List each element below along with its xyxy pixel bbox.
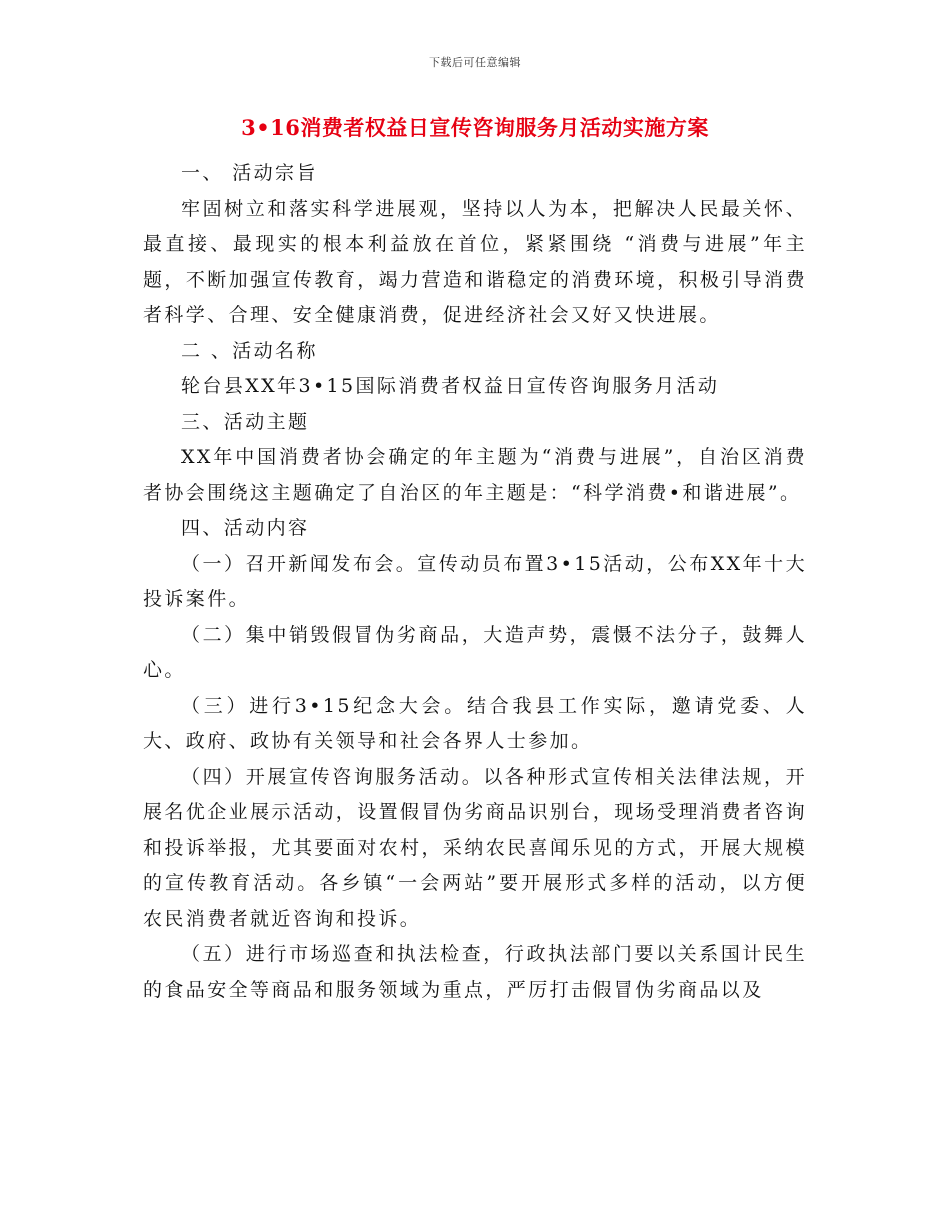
paragraph-content-3: （三）进行3•15纪念大会。结合我县工作实际，邀请党委、人大、政府、政协有关领导和社会各界人士参加。 bbox=[143, 694, 807, 752]
paragraph-content-2: （二）集中销毁假冒伪劣商品，大造声势，震慑不法分子，鼓舞人心。 bbox=[143, 623, 807, 681]
document-body bbox=[143, 156, 807, 1008]
paragraph-content-1: （一）召开新闻发布会。宣传动员布置3•15活动，公布XX年十大投诉案件。 bbox=[143, 552, 807, 610]
section-heading-name: 二 、活动名称 bbox=[181, 339, 318, 362]
paragraph-content-5: （五）进行市场巡查和执法检查，行政执法部门要以关系国计民生的食品安全等商品和服务领域为重点，严厉打击假冒伪劣商品以及 bbox=[143, 943, 807, 1001]
paragraph-content-4: （四）开展宣传咨询服务活动。以各种形式宣传相关法律法规，开展名优企业展示活动，设置假冒伪劣商品识别台，现场受理消费者咨询和投诉举报，尤其要面对农村，采纳农民喜闻乐见的方式，开展大规模的宣传教育活动。各乡镇“一会两站”要开展形式多样的活动，以方便农民消费者就近咨询和投诉。 bbox=[143, 765, 807, 930]
document-title: 3•16消费者权益日宣传咨询服务月活动实施方案 bbox=[241, 115, 709, 140]
section-heading-theme: 三、活动主题 bbox=[181, 410, 310, 433]
section-heading-content: 四、活动内容 bbox=[181, 517, 310, 539]
section-heading-purpose: 一、 活动宗旨 bbox=[181, 162, 318, 184]
header-note: 下载后可任意编辑 bbox=[429, 56, 521, 69]
paragraph-purpose: 牢固树立和落实科学进展观，坚持以人为本，把解决人民最关怀、最直接、最现实的根本利益放在首位，紧紧围绕 “消费与进展”年主题，不断加强宣传教育，竭力营造和谐稳定的消费环境，积极引导消费者科学、合理、安全健康消费，促进经济社会又好又快进展。 bbox=[143, 197, 807, 326]
paragraph-name: 轮台县XX年3•15国际消费者权益日宣传咨询服务月活动 bbox=[181, 375, 720, 397]
paragraph-theme: XX年中国消费者协会确定的年主题为“消费与进展”，自治区消费者协会围绕这主题确定了自治区的年主题是：“科学消费•和谐进展”。 bbox=[143, 446, 807, 504]
